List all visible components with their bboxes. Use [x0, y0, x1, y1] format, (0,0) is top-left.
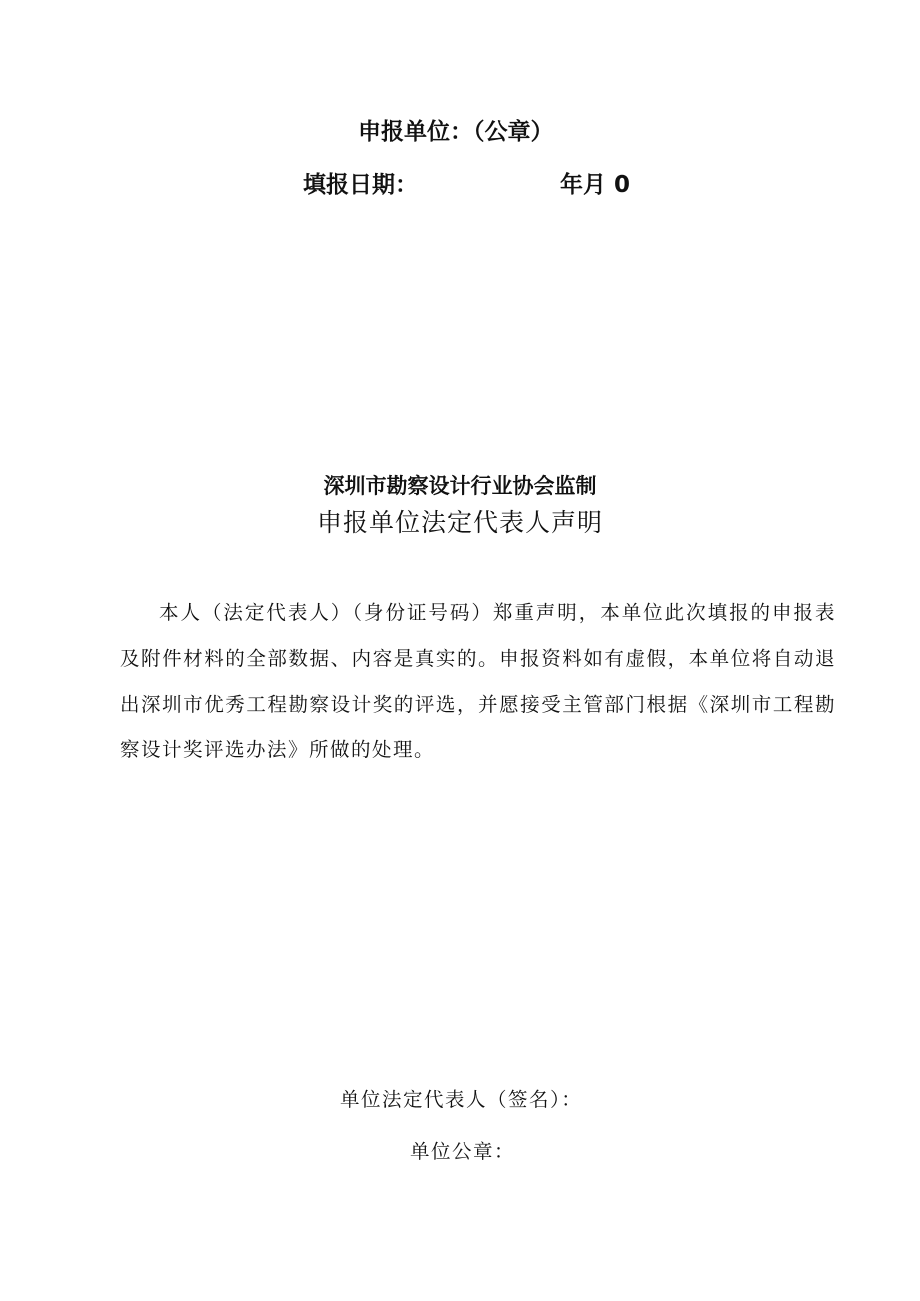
- unit-seal-label: 单位公章：: [410, 1140, 516, 1163]
- supervision-line: 深圳市勘察设计行业协会监制: [323, 474, 597, 498]
- declaration-body: 本人（法定代表人）（身份证号码）郑重声明，本单位此次填报的申报表及附件材料的全部数据、内容是真实的。申报资料如有虚假，本单位将自动退出深圳市优秀工程勘察设计奖的评选，并愿接受主管部门根据《深圳市工程勘察设计奖评选办法》所做的处理。: [120, 601, 836, 762]
- legal-rep-signature-label: 单位法定代表人（签名）：: [340, 1088, 583, 1111]
- applicant-unit-label: 申报单位：（公章）: [358, 119, 554, 145]
- fill-date-label: 填报日期：: [303, 172, 418, 198]
- fill-date-suffix: 年月 0: [560, 172, 631, 198]
- declaration-title: 申报单位法定代表人声明: [316, 508, 603, 537]
